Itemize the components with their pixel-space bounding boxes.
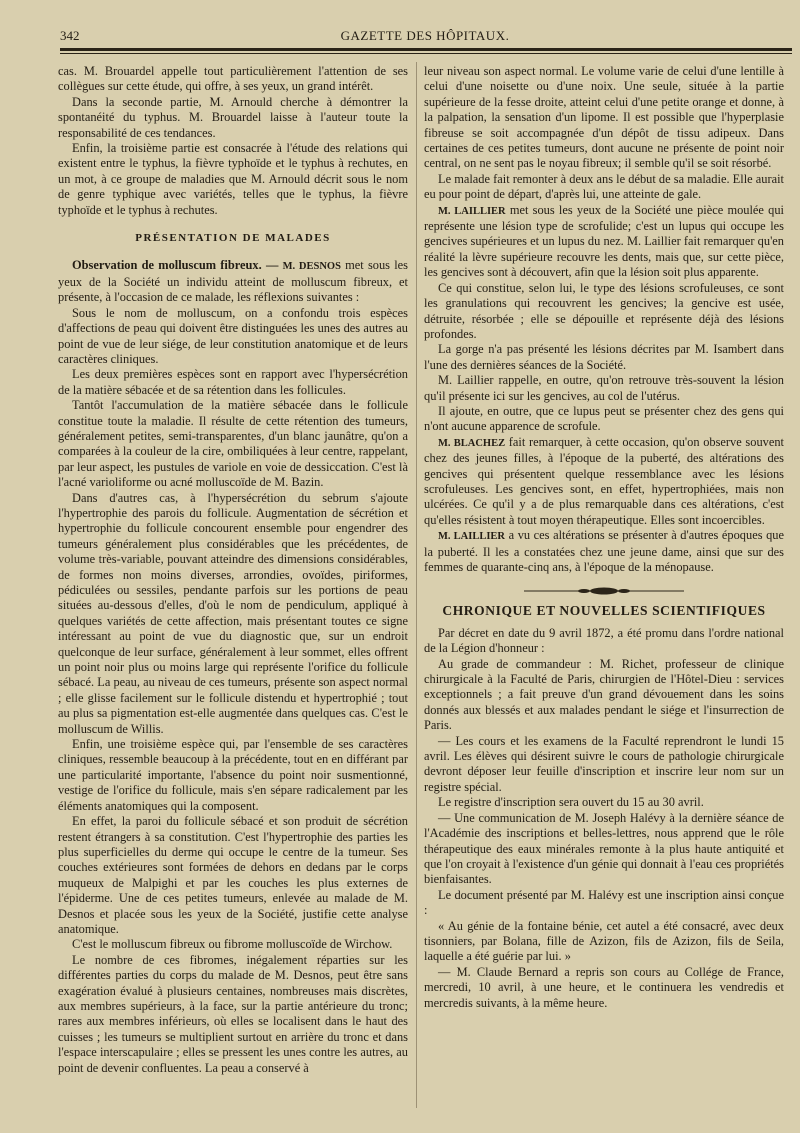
section-heading-chronique: CHRONIQUE ET NOUVELLES SCIENTIFIQUES	[442, 603, 766, 619]
paragraph: leur niveau son aspect normal. Le volume varie de celui d'une lentille à celui d'une noisette ou d'une noix. Une seule, située à la partie supérieure de la fesse droite, atteint celui d'une petite orange et donne, à la palpation, la sensation d'un lipome. Il est possible que l'hyperplasie fibreuse se soit accompagnée d'un dépôt de tissu adipeux. Dans certaines de ces petites tumeurs, dont aucune ne présente de point noir central, on ne sent pas le noyau fibreux; il semble qu'il se soit résorbé.	[424, 64, 784, 171]
observation-paragraph	[58, 258, 408, 305]
paragraph: — Une communication de M. Joseph Halévy à la dernière séance de l'Académie des inscriptions et belles-lettres, nous apprend que le rôle thérapeutique des eaux minérales remonte à la plus haute antiquité et que l'on croyait à l'existence d'un génie qui donnait à l'eau ces propriétés bienfaisantes.	[424, 810, 784, 887]
paragraph: Dans la seconde partie, M. Arnould cherche à démontrer la spontanéité du typhus. M. Brouardel laisse à l'auteur toute la responsabilité de ces tendances.	[58, 94, 408, 140]
right-column	[424, 64, 784, 1011]
paragraph	[424, 528, 784, 575]
header-rule-thin	[60, 53, 792, 54]
paragraph: Tantôt l'accumulation de la matière sébacée dans le follicule constitue toute la maladie. Il résulte de cette rétention des tumeurs, généralement petites, semi-transparentes, d'un blanc jaunâtre, qu'on a comparées à la couleur de la cire, ombiliquées à leur centre, rappelant, par leur aspect, les pustules de variole en voie de dessiccation. C'est là l'acné varioliforme ou acné molluscoïde de M. Bazin.	[58, 398, 408, 490]
paragraph: Par décret en date du 9 avril 1872, a été promu dans l'ordre national de la Légion d'honneur :	[424, 625, 784, 656]
speaker-name: M. LAILLIER	[438, 205, 506, 217]
running-title: GAZETTE DES HÔPITAUX.	[340, 28, 510, 43]
paragraph: — Les cours et les examens de la Faculté reprendront le lundi 15 avril. Les élèves qui désirent suivre le cours de pathologie chirurgicale devront déposer leur feuille d'inscription et inscrire leur nom sur un registre spécial.	[424, 733, 784, 794]
paragraph: Dans d'autres cas, à l'hypersécrétion du sebrum s'ajoute l'hypertrophie des parois du follicule. Augmentation de sécrétion et hypertrophie du follicule concourent ensemble pour engendrer des tumeurs généralement plus considérables que les précédentes, de volume très-variable, pouvant atteindre des dimensions considérables, de formes non moins diverses, arrondies, ovoïdes, piriformes, pédiculées ou sessiles, pendante parfois sur les portions de peau situées au-dessous d'elles, d'où le nom de pendiculum, appliqué à quelques variétés de cette affection, mais présentant toutes ce signe intéressant au point de vue du diagnostic que, sur un endroit quelconque de leur surface, généralement à leur sommet, elles offrent un point noir plus ou moins large qui représente l'orifice du follicule sébacé. La peau, au niveau de ces tumeurs, présente son aspect normal ; elle glisse facilement sur le follicule distendu et hypertrophié ; tout au plus sa pigmentation est-elle augmentée dans quelques cas. C'est le molluscum de Willis.	[58, 490, 408, 736]
paragraph-text: met sous les yeux de la Société une pièce moulée qui représente une lésion type de scrofulide; c'est un lupus qui occupe les gencives supérieures et un lupus du nez. M. Laillier fait remarquer qu'en réalité la lèvre supérieure recouvre les dents, mais que, sur cette pièce, les gencives sont à découvert, afin que la lésion soit plus apparente.	[424, 202, 784, 280]
paragraph: La gorge n'a pas présenté les lésions décrites par M. Isambert dans l'une des dernières séances de la Société.	[424, 342, 784, 372]
paragraph: Au grade de commandeur : M. Richet, professeur de clinique chirurgicale à la Faculté de Paris, chirurgien de l'Hôtel-Dieu : services exceptionnels ; a fait preuve d'un grand dévouement dans les soins donnés aux blessés et aux malades pendant le siége et l'insurrection de Paris.	[424, 656, 784, 733]
paragraph-text: fait remarquer, à cette occasion, qu'on observe souvent chez des jeunes filles, à l'époque de la puberté, des altérations des gencives qui présentent quelque ressemblance avec les lésions scrofuleuses. Les gencives sont, en effet, hypertrophiées, mais non ulcérées. Ce qu'il y a de plus remarquable dans ces altérations, c'est qu'elles résistent à tout moyen thérapeutique. Elles sont incoercibles.	[424, 434, 784, 527]
observation-lead: Observation de molluscum fibreux. —	[72, 258, 279, 273]
paragraph: C'est le molluscum fibreux ou fibrome molluscoïde de Wirchow.	[72, 937, 393, 952]
paragraph: — M. Claude Bernard a repris son cours au Collége de France, mercredi, 10 avril, à une heure, et le continuera les vendredis et mercredis suivants, à la même heure.	[424, 964, 784, 1010]
paragraph: Le malade fait remonter à deux ans le début de sa maladie. Elle aurait eu pour point de départ, d'après lui, une atteinte de gale.	[424, 171, 784, 202]
paragraph: Le document présenté par M. Halévy est une inscription ainsi conçue :	[424, 887, 784, 918]
paragraph: Enfin, une troisième espèce qui, par l'ensemble de ses caractères cliniques, ressemble beaucoup à la précédente, tout en en différant par une particularité importante, l'absence du point noir susmentionné, vestige de l'orifice du follicule, mais s'en sépare radicalement par les éléments anatomiques qui la composent.	[58, 737, 408, 813]
speaker-name: M. DESNOS	[282, 261, 341, 273]
paragraph: « Au génie de la fontaine bénie, cet autel a été consacré, avec deux tisonniers, par Bolana, fille de Azizon, fils de Azizon, fils de Seila, laquelle a été guérie par lui. »	[424, 918, 784, 964]
observation-text: met sous les yeux de la Société un individu atteint de molluscum fibreux, et présente, à l'occasion de ce malade, les réflexions suivantes :	[58, 258, 408, 305]
section-heading-presentation: PRÉSENTATION DE MALADES	[135, 232, 331, 245]
paragraph: Il ajoute, en outre, que ce lupus peut se présenter chez des gens qui n'ont aucune apparence de scrofule.	[424, 403, 784, 434]
left-column	[58, 64, 408, 1076]
paragraph: Sous le nom de molluscum, on a confondu trois espèces d'affections de peau qui doivent être distinguées les unes des autres au point de vue de leur siége, de leur constitution anatomique et de leurs caractères cliniques.	[58, 305, 408, 366]
header-rule-thick	[60, 48, 792, 51]
paragraph: En effet, la paroi du follicule sébacé et son produit de sécrétion restent étrangers à sa constitution. C'est l'hypertrophie des parties les plus superficielles du derme qui occupe le centre de la tumeur. Ses couches extérieures sont formées de dehors en dedans par le corps muqueux de Malpighi et par les couches les plus externes de l'épiderme. Une de ces petites tumeurs, enlevée au malade de M. Desnos et placée sous les yeux de la Société, justifie cette analyse anatomique.	[58, 814, 408, 936]
speaker-name: M. BLACHEZ	[438, 437, 506, 449]
paragraph: Ce qui constitue, selon lui, le type des lésions scrofuleuses, ce sont les granulations qui recouvrent les gencives; la gencive est usée, détruite, résorbée ; elle se dépouille et représente déjà des lésions profondes.	[424, 280, 784, 341]
paragraph: M. Laillier rappelle, en outre, qu'on retrouve très-souvent la lésion qu'il présente ici sur les gencives, au col de l'utérus.	[424, 373, 784, 403]
paragraph	[424, 435, 784, 528]
paragraph: Enfin, la troisième partie est consacrée à l'étude des relations qui existent entre le typhus, la fièvre typhoïde et le typhus à rechutes, en un mot, à ce groupe de maladies que M. Arnould décrit sous le nom de genre typhique avec variétés, telles que le typhus, la fièvre typhoïde et le typhus à rechutes.	[58, 141, 408, 217]
speaker-name: M. LAILLIER	[438, 531, 506, 543]
page-header	[60, 22, 790, 42]
page-number: 342	[60, 28, 80, 43]
paragraph: Le registre d'inscription sera ouvert du 15 au 30 avril.	[438, 795, 704, 810]
column-divider	[416, 62, 417, 1108]
ornament-icon	[524, 586, 684, 596]
paragraph: Le nombre de ces fibromes, inégalement réparties sur les différentes parties du corps du malade de M. Desnos, peut être sans exagération évalué à plusieurs centaines, nombreuses mais discrètes, aux membres supérieurs, à la face, sur la partie antérieure du tronc; rares aux membres inférieurs, où elles se localisent dans le haut des cuisses ; les tumeurs se multiplient surtout en arrière du tronc et dans l'espace interscapulaire ; elles se pressent les unes contre les autres, au point de devenir confluentes. La peau a conservé à	[58, 952, 408, 1075]
paragraph: Les deux premières espèces sont en rapport avec l'hypersécrétion de la matière sébacée et de sa rétention dans les follicules.	[58, 367, 408, 397]
ornamental-rule	[424, 585, 784, 595]
paragraph-text: a vu ces altérations se présenter à d'autres époques que la puberté. Il les a constatées chez une jeune dame, ainsi que sur des femmes de quarante-cinq ans, à l'époque de la ménopause.	[424, 528, 785, 574]
paragraph: cas. M. Brouardel appelle tout particulièrement l'attention de ses collègues sur cette étude, qui offre, à ses yeux, un grand intérêt.	[58, 64, 408, 94]
paragraph	[424, 203, 784, 281]
